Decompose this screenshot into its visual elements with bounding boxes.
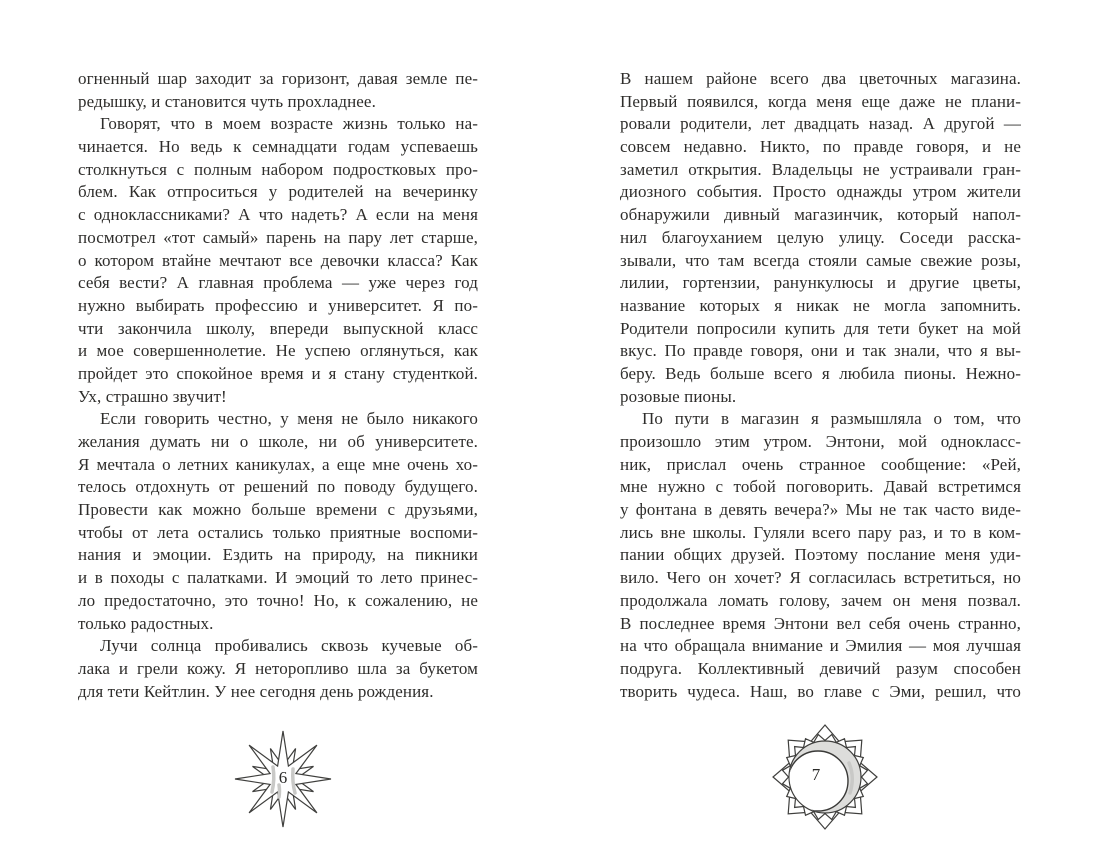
text-line: Говорят, что в моем возрасте жизнь только на- — [100, 114, 478, 134]
text-line: у фонтана в девять вечера?» Мы не так часто виде- — [620, 500, 1021, 520]
text-line: Ух, страшно звучит! — [78, 386, 227, 406]
text-line: нил благоуханием целую улицу. Соседи расска- — [620, 227, 1021, 247]
text-line: Провести как можно больше времени с друзьями, — [78, 500, 478, 520]
text-line: и в походы с палатками. И эмоций то лето принес- — [78, 568, 478, 588]
text-line: В нашем районе всего два цветочных магазина. — [620, 69, 1021, 88]
right-page-number-ornament — [770, 722, 880, 832]
text-line: название которых я никак не могла запомнить. — [620, 295, 1021, 315]
text-line: Я мечтала о летних каникулах, а еще мне очень хо- — [78, 454, 478, 474]
text-line: чтобы от лета остались только приятные воспоми- — [78, 522, 478, 542]
text-line: посмотрел «тот самый» парень на пару лет старше, — [78, 227, 478, 247]
text-line: совсем недавно. Никто, по правде говоря, и не — [620, 137, 1021, 157]
text-line: чинается. Но ведь к семнадцати годам успеваешь — [78, 137, 478, 157]
text-line: В последнее время Энтони вел себя очень странно, — [620, 613, 1021, 633]
text-line: ло предостаточно, это точно! Но, к сожалению, не — [78, 590, 478, 610]
text-line: лилии, гортензии, ранункулюсы и другие цветы, — [620, 273, 1021, 293]
text-line: По пути в магазин я размышляла о том, что — [642, 409, 1021, 429]
text-line: лака и грели кожу. Я неторопливо шла за букетом — [78, 658, 478, 678]
text-line: продолжала ломать голову, зачем он меня позвал. — [620, 590, 1021, 610]
text-line: беру. Ведь больше всего я любила пионы. Нежно- — [620, 363, 1021, 383]
text-line: нания и эмоции. Ездить на природу, на пикники — [78, 545, 478, 565]
text-line: обнаружили дивный магазинчик, который напол- — [620, 205, 1021, 225]
text-line: произошло этим утром. Энтони, мой однокласс- — [620, 432, 1021, 451]
text-line: Лучи солнца пробивались сквозь кучевые об- — [100, 636, 478, 656]
text-line: огненный шар заходит за горизонт, давая земле пе- — [78, 69, 478, 88]
text-line: нужно выбирать профессию и университет. Я по- — [78, 295, 478, 315]
text-line: творить чудеса. Наш, во главе с Эми, решил, что — [620, 681, 1021, 701]
text-line: зывали, что там всегда стояли самые свежие розы, — [620, 250, 1021, 270]
text-line: о котором втайне мечтают все девочки класса? Как — [78, 250, 478, 270]
text-line: ровали родители, лет двадцать назад. А другой — — [620, 114, 1021, 134]
text-line: столкнуться с полным набором подростковых про- — [78, 159, 478, 179]
text-line: подруга. Коллективный девичий разум способен — [620, 658, 1021, 678]
text-line: лись вне школы. Гуляли всего пару раз, и то в ком- — [620, 522, 1021, 542]
page-number-left: 6 — [278, 768, 288, 787]
text-line: Родители попросили купить для тети букет на мой — [620, 318, 1021, 338]
text-line: Первый появился, когда меня еще даже не плани- — [620, 91, 1021, 111]
text-line: телось отдохнуть от решений по поводу будущего. — [78, 477, 478, 497]
text-line: себя вести? А главная проблема — уже через год — [78, 273, 478, 293]
text-line: чти закончила школу, впереди выпускной класс — [78, 318, 478, 338]
right-page-text — [620, 68, 1021, 703]
left-page-text — [78, 68, 478, 703]
text-line: ник, прислал очень странное сообщение: «Рей, — [620, 454, 1021, 474]
text-line: с одноклассниками? А что надеть? А если на меня — [78, 205, 478, 225]
text-line: вкус. По правде говоря, они и так знали, что я вы- — [620, 341, 1021, 361]
left-page-number-ornament — [228, 724, 338, 834]
text-line: мне нужно с тобой поговорить. Давай встретимся — [620, 477, 1021, 497]
text-line: Если говорить честно, у меня не было никакого — [100, 409, 478, 429]
text-line: диозного события. Просто однажды утром жители — [620, 182, 1021, 202]
text-line: желания думать ни о школе, ни об университете. — [78, 432, 478, 451]
text-line: на что обращала внимание и Эмилия — моя лучшая — [620, 636, 1021, 656]
text-line: редышку, и становится чуть прохладнее. — [78, 91, 376, 111]
text-line: пании общих друзей. Поэтому послание меня уди- — [620, 545, 1021, 565]
text-line: заметил открытия. Владельцы не устраивали гран- — [620, 159, 1021, 179]
text-line: розовые пионы. — [620, 386, 737, 406]
text-line: блем. Как отпроситься у родителей на вечеринку — [78, 182, 478, 202]
text-line: вило. Чего он хочет? Я согласилась встретиться, но — [620, 568, 1021, 588]
text-line: пройдет это спокойное время и я стану студенткой. — [78, 363, 478, 383]
text-line: и мое совершеннолетие. Не успею оглянуться, как — [78, 341, 478, 361]
text-line: только радостных. — [78, 613, 214, 633]
page-number-right: 7 — [811, 765, 821, 784]
text-line: для тети Кейтлин. У нее сегодня день рождения. — [78, 681, 434, 701]
